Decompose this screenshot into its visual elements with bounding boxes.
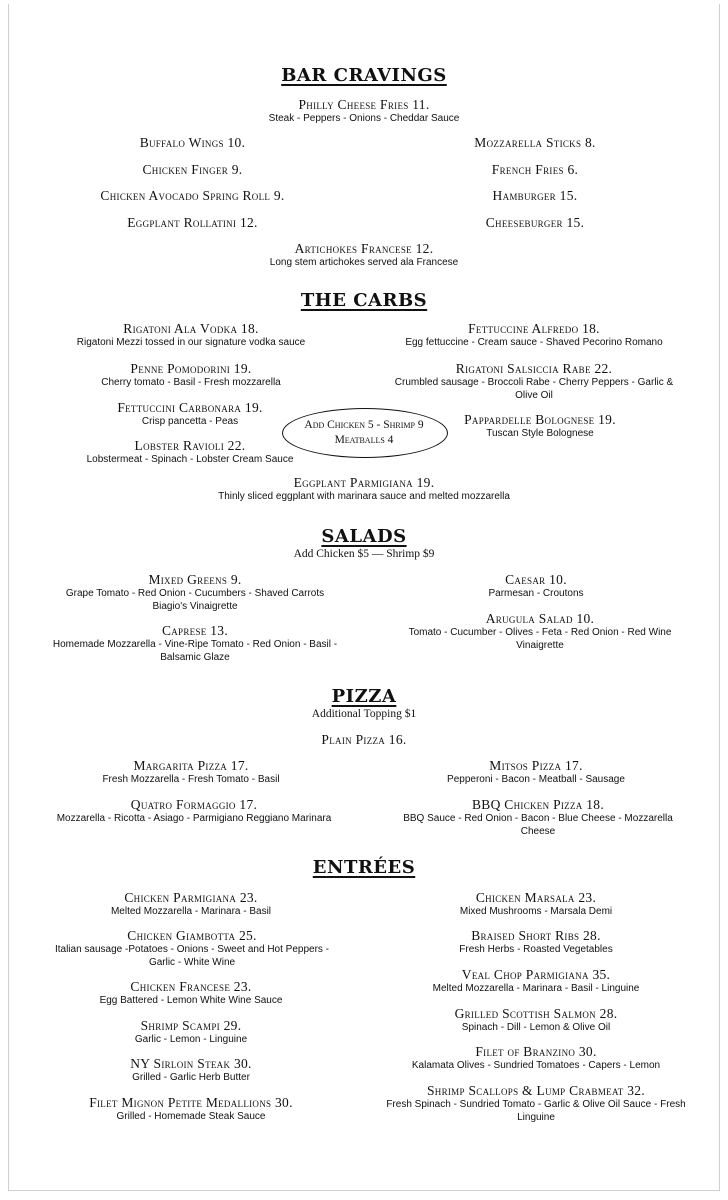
item-name: Quatro Formaggio 17. — [130, 797, 258, 812]
menu-item-mixed-greens — [40, 572, 350, 613]
item-description: Egg fettuccine - Cream sauce - Shaved Pecorino Romano — [405, 337, 663, 348]
item-description: Italian sausage -Potatoes - Onions - Sweet and Hot Peppers - Garlic - White Wine — [54, 944, 330, 968]
item-name: Mixed Greens 9. — [148, 572, 242, 587]
item-description: Mixed Mushrooms - Marsala Demi — [459, 906, 613, 917]
item-description: Melted Mozzarella - Marinara - Basil - Linguine — [432, 983, 640, 994]
item-description: Mozzarella - Ricotta - Asiago - Parmigiano Reggiano Marinara — [56, 813, 332, 824]
item-name: Margarita Pizza 17. — [133, 758, 249, 773]
item-name: Rigatoni Salsiccia Rabe 22. — [455, 361, 613, 376]
menu-item-chicken-marsala — [386, 890, 686, 918]
item-description: Homemade Mozzarella - Vine-Ripe Tomato - Red Onion - Basil - Balsamic Glaze — [52, 639, 338, 663]
menu-item-rigatoni-vodka — [36, 321, 346, 349]
item-description: Kalamata Olives - Sundried Tomatoes - Capers - Lemon — [411, 1060, 661, 1071]
add-on-line-1: Add Chicken 5 - Shrimp 9 — [304, 419, 424, 431]
item-description: Steak - Peppers - Onions - Cheddar Sauce — [268, 113, 460, 124]
item-description: BBQ Sauce - Red Onion - Bacon - Blue Cheese - Mozzarella Cheese — [403, 813, 673, 837]
menu-item-buffalo-wings: Buffalo Wings 10. — [139, 135, 246, 150]
menu-item-ny-sirloin-steak — [36, 1056, 346, 1084]
menu-item-fettuccini-carbonara — [90, 400, 290, 428]
item-name: Caprese 13. — [161, 623, 229, 638]
section-title-the-carbs: THE CARBS — [300, 290, 428, 311]
salads-add-on-note: Add Chicken $5 — Shrimp $9 — [293, 548, 435, 560]
item-description: Fresh Spinach - Sundried Tomato - Garlic & Olive Oil Sauce - Fresh Linguine — [386, 1099, 686, 1123]
menu-item-shrimp-scallops-crabmeat — [386, 1083, 686, 1124]
item-description: Egg Battered - Lemon White Wine Sauce — [99, 995, 283, 1006]
item-name: Plain Pizza 16. — [321, 732, 407, 747]
menu-item-artichokes-francese — [0, 241, 728, 269]
pizza-topping-note: Additional Topping $1 — [311, 708, 417, 720]
item-description: Tomato - Cucumber - Olives - Feta - Red Onion - Red Wine Vinaigrette — [408, 627, 672, 651]
menu-item-filet-mignon-medallions — [36, 1095, 346, 1123]
item-name: Chicken Francese 23. — [130, 979, 252, 994]
item-description: Crisp pancetta - Peas — [141, 416, 239, 427]
item-description: Rigatoni Mezzi tossed in our signature vodka sauce — [76, 337, 306, 348]
item-name: Pappardelle Bolognese 19. — [464, 412, 616, 427]
item-name: Artichokes Francese 12. — [294, 241, 434, 256]
item-description: Fresh Herbs - Roasted Vegetables — [459, 944, 613, 955]
item-description: Fresh Mozzarella - Fresh Tomato - Basil — [102, 774, 280, 785]
menu-item-mitsos-pizza — [386, 758, 686, 786]
bar-left-list — [40, 135, 345, 241]
item-name: Shrimp Scallops & Lump Crabmeat 32. — [426, 1083, 646, 1098]
menu-item-braised-short-ribs — [386, 928, 686, 956]
item-name: Chicken Parmigiana 23. — [124, 890, 258, 905]
item-description: Grilled - Homemade Steak Sauce — [116, 1111, 266, 1122]
item-description: Cherry tomato - Basil - Fresh mozzarella — [101, 377, 281, 388]
menu-item-bbq-chicken-pizza — [388, 797, 688, 838]
item-name: Arugula Salad 10. — [485, 611, 595, 626]
item-name: Grilled Scottish Salmon 28. — [454, 1006, 618, 1021]
item-description: Garlic - Lemon - Linguine — [134, 1034, 248, 1045]
menu-item-chicken-parmigiana — [36, 890, 346, 918]
menu-item-grilled-scottish-salmon — [386, 1006, 686, 1034]
item-description: Spinach - Dill - Lemon & Olive Oil — [461, 1022, 611, 1033]
menu-item-caesar — [386, 572, 686, 600]
menu-item-mozzarella-sticks: Mozzarella Sticks 8. — [474, 135, 596, 150]
menu-item-margarita-pizza — [36, 758, 346, 786]
item-description: Grape Tomato - Red Onion - Cucumbers - Shaved Carrots Biagio's Vinaigrette — [65, 588, 325, 612]
menu-item-eggplant-parmigiana — [0, 475, 728, 503]
menu-item-fettuccine-alfredo — [384, 321, 684, 349]
menu-item-chicken-finger: Chicken Finger 9. — [142, 161, 243, 177]
menu-item-caprese — [40, 623, 350, 664]
menu-item-chicken-francese — [36, 979, 346, 1007]
menu-item-chicken-giambotta — [44, 928, 340, 969]
item-description: Tuscan Style Bolognese — [486, 428, 594, 439]
item-name: Fettuccini Carbonara 19. — [117, 400, 263, 415]
menu-item-pappardelle-bolognese — [440, 412, 640, 440]
item-name: Filet of Branzino 30. — [475, 1044, 597, 1059]
menu-item-arugula-salad — [390, 611, 690, 652]
section-title-pizza: PIZZA — [331, 686, 397, 707]
menu-item-philly-cheese-fries — [0, 97, 728, 125]
menu-item-lobster-ravioli — [70, 438, 310, 466]
menu-item-eggplant-rollatini: Eggplant Rollatini 12. — [127, 214, 258, 230]
item-name: NY Sirloin Steak 30. — [130, 1056, 252, 1071]
bar-right-list — [385, 135, 685, 241]
item-name: Shrimp Scampi 29. — [140, 1018, 242, 1033]
menu-item-filet-of-branzino — [386, 1044, 686, 1072]
item-name: Chicken Marsala 23. — [475, 890, 597, 905]
section-title-entrees: ENTRÉES — [312, 857, 416, 878]
item-name: Rigatoni Ala Vodka 18. — [123, 321, 259, 336]
item-name: Filet Mignon Petite Medallions 30. — [89, 1095, 293, 1110]
menu-item-quatro-formaggio — [36, 797, 352, 825]
item-name: Lobster Ravioli 22. — [134, 438, 246, 453]
item-name: Caesar 10. — [505, 572, 567, 587]
item-name: Chicken Giambotta 25. — [127, 928, 257, 943]
item-name: Penne Pomodorini 19. — [130, 361, 252, 376]
menu-item-avocado-spring-roll: Chicken Avocado Spring Roll 9. — [100, 188, 285, 203]
menu-item-cheeseburger: Cheeseburger 15. — [485, 214, 585, 230]
menu-item-penne-pomodorini — [36, 361, 346, 389]
menu-item-french-fries: French Fries 6. — [491, 161, 579, 177]
menu-item-hamburger: Hamburger 15. — [492, 188, 578, 203]
item-description: Crumbled sausage - Broccoli Rabe - Cherry Peppers - Garlic & Olive Oil — [394, 377, 674, 401]
item-name: Fettuccine Alfredo 18. — [468, 321, 600, 336]
section-title-salads: SALADS — [321, 526, 407, 547]
item-name: BBQ Chicken Pizza 18. — [471, 797, 605, 812]
item-name: Philly Cheese Fries 11. — [298, 97, 430, 112]
menu-item-plain-pizza — [0, 732, 728, 747]
item-name: Eggplant Parmigiana 19. — [293, 475, 435, 490]
item-name: Veal Chop Parmigiana 35. — [461, 967, 611, 982]
item-description: Melted Mozzarella - Marinara - Basil — [110, 906, 272, 917]
menu-item-shrimp-scampi — [36, 1018, 346, 1046]
item-description: Parmesan - Croutons — [488, 588, 584, 599]
item-description: Pepperoni - Bacon - Meatball - Sausage — [447, 774, 625, 785]
menu-item-veal-chop-parmigiana — [386, 967, 686, 995]
item-description: Lobstermeat - Spinach - Lobster Cream Sauce — [86, 454, 294, 465]
item-description: Thinly sliced eggplant with marinara sauce and melted mozzarella — [218, 491, 510, 502]
add-on-line-2: Meatballs 4 — [334, 434, 394, 446]
menu-item-rigatoni-salsiccia — [386, 361, 682, 402]
item-name: Mitsos Pizza 17. — [489, 758, 583, 773]
item-name: Braised Short Ribs 28. — [471, 928, 601, 943]
item-description: Grilled - Garlic Herb Butter — [132, 1072, 250, 1083]
section-title-bar-cravings: BAR CRAVINGS — [281, 65, 447, 86]
item-description: Long stem artichokes served ala Francese — [269, 257, 459, 268]
